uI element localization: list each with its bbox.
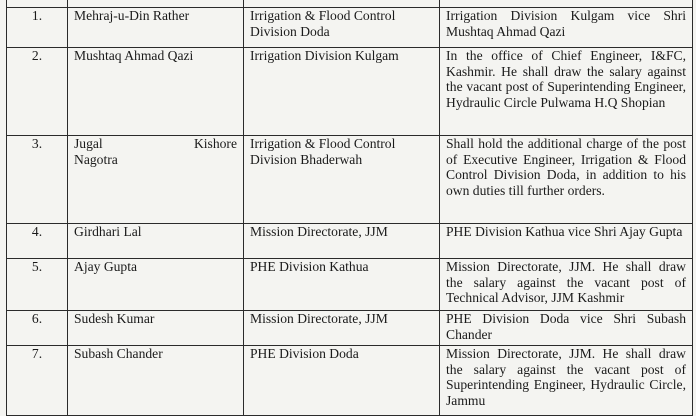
header-cell-from — [244, 0, 440, 8]
table-row — [7, 48, 693, 136]
sno-cell: 5. — [7, 259, 68, 311]
posted-from-line: Irrigation Division Kulgam — [250, 48, 399, 63]
posted-from-line: PHE Division Doda — [250, 346, 359, 361]
posted-from — [244, 311, 440, 346]
posted-to: Shall hold the additional charge of the post of Executive Engineer, Irrigation & Flood Control Division Doda, in addition to his own duties till further orders. — [440, 136, 693, 224]
officer-name: Mushtaq Ahmad Qazi — [68, 48, 244, 136]
posted-from-line: Mission Directorate, JJM — [250, 224, 388, 239]
posted-from-line: Irrigation & Flood Control — [250, 8, 396, 23]
posted-from-line: Division Bhaderwah — [250, 151, 363, 167]
posted-to: Mission Directorate, JJM. He shall draw the salary against the vacant post of Superintending Engineer, Hydraulic Circle, Jammu — [440, 346, 693, 416]
officer-name: Ajay Gupta — [68, 259, 244, 311]
officer-name: Sudesh Kumar — [68, 311, 244, 346]
posted-from — [244, 48, 440, 136]
posted-from — [244, 136, 440, 224]
officer-name: Subash Chander — [68, 346, 244, 416]
officer-name: Mehraj-u-Din Rather — [68, 8, 244, 48]
officer-name: Girdhari Lal — [68, 224, 244, 259]
table-row — [7, 8, 693, 48]
posted-from-line: PHE Division Kathua — [250, 259, 369, 274]
posted-from — [244, 346, 440, 416]
table-header-row — [7, 0, 693, 8]
posted-from — [244, 224, 440, 259]
posted-to: Mission Directorate, JJM. He shall draw the salary against the vacant post of Technical Advisor, JJM Kashmir — [440, 259, 693, 311]
posted-to: Irrigation Division Kulgam vice Shri Mushtaq Ahmad Qazi — [440, 8, 693, 48]
sno-cell: 6. — [7, 311, 68, 346]
posted-from — [244, 8, 440, 48]
header-cell-name — [68, 0, 244, 8]
sno-cell: 2. — [7, 48, 68, 136]
sno-cell: 3. — [7, 136, 68, 224]
name-part: Jugal — [74, 136, 103, 151]
posted-to: PHE Division Doda vice Shri Subash Chander — [440, 311, 693, 346]
table-row — [7, 311, 693, 346]
table-row — [7, 346, 693, 416]
sno-cell: 1. — [7, 8, 68, 48]
posted-from-line: Irrigation & Flood Control — [250, 136, 396, 151]
sno-cell: 4. — [7, 224, 68, 259]
transfer-table — [6, 0, 693, 416]
table-row — [7, 259, 693, 311]
posted-to: In the office of Chief Engineer, I&FC, Kashmir. He shall draw the salary against the vacant post of Superintending Engineer, Hydraulic Circle Pulwama H.Q Shopian — [440, 48, 693, 136]
posted-to: PHE Division Kathua vice Shri Ajay Gupta — [440, 224, 693, 259]
posted-from-line: Mission Directorate, JJM — [250, 311, 388, 326]
table-row — [7, 224, 693, 259]
header-cell-sno — [7, 0, 68, 8]
table-row — [7, 136, 693, 224]
name-part: Nagotra — [74, 151, 118, 167]
header-cell-to — [440, 0, 693, 8]
name-part: Kishore — [193, 136, 237, 151]
posted-from — [244, 259, 440, 311]
sno-cell: 7. — [7, 346, 68, 416]
posted-from-line: Division Doda — [250, 23, 330, 39]
officer-name — [68, 136, 244, 224]
